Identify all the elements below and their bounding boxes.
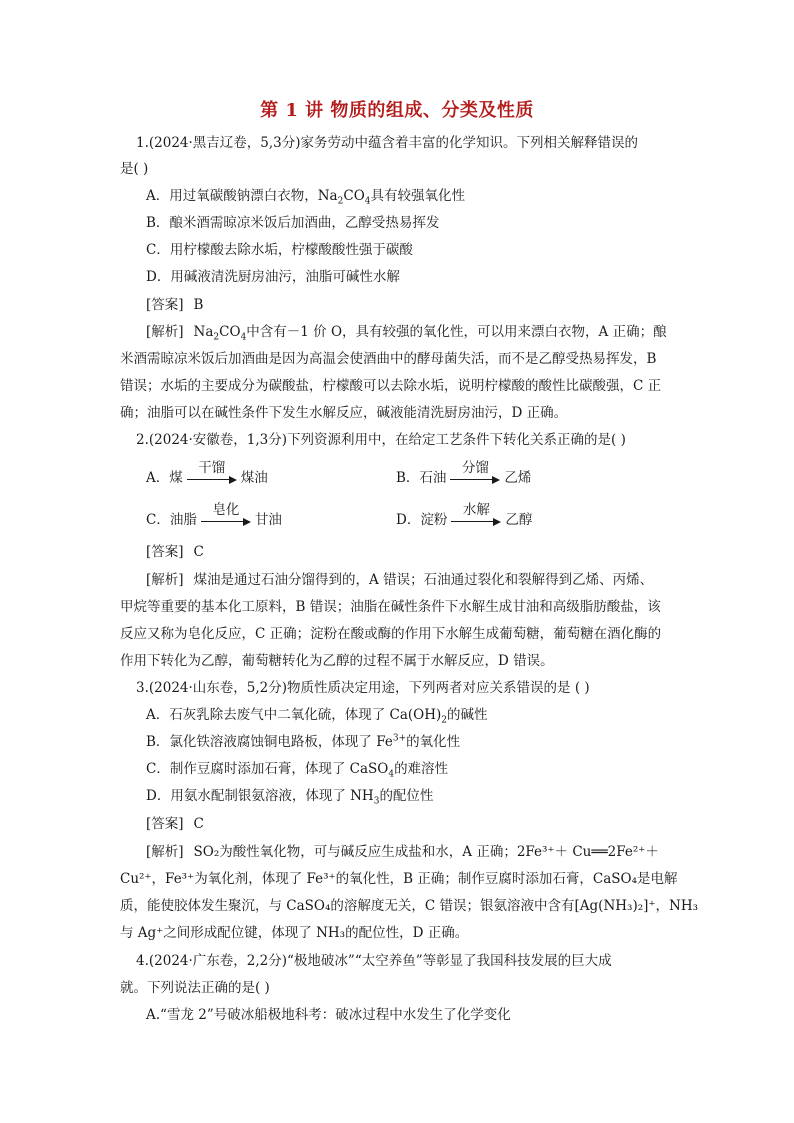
q1-stem-line1: 1.(2024·黑吉辽卷，5,3分)家务劳动中蕴含着丰富的化学知识。下列相关解释错误的 [136,135,639,151]
arrow-icon [493,518,501,526]
q2-analysis-line4: 作用下转化为乙醇，葡萄糖转化为乙醇的过程不属于水解反应，D 错误。 [120,653,554,669]
q1-analysis-line1: [解析] $Na_2CO_4$中含有－1 价 O，具有较强的氧化性，可以用来漂白衣物，A 正确；酿 [146,324,667,343]
q1-analysis-line3: 错误；水垢的主要成分为碳酸盐，柠檬酸可以去除水垢，说明柠檬酸的酸性比碳酸强，C 正 [120,378,662,394]
q2-option-d: D．淀粉 水解 乙醇 [396,508,532,528]
q3-option-c: C．制作豆腐时添加石膏，体现了 CaSO$_4$的难溶性 [146,761,449,780]
q2-option-c: C．油脂 皂化 甘油 [146,508,282,528]
q3-stem: 3.(2024·山东卷，5,2分)物质性质决定用途，下列两者对应关系错误的是 ( ) [136,680,590,696]
q2-analysis-line2: 甲烷等重要的基本化工原料，B 错误；油脂在碱性条件下水解生成甘油和高级脂肪酸盐，该 [120,599,661,615]
q2-answer: [答案] C [146,544,204,560]
q1-analysis-line4: 确；油脂可以在碱性条件下发生水解反应，碱液能清洗厨房油污，D 正确。 [120,405,568,421]
page-title: 第 1 讲 物质的组成、分类及性质 [260,100,534,121]
arrow-icon [229,476,237,484]
q2-stem: 2.(2024·安徽卷，1,3分)下列资源利用中，在给定工艺条件下转化关系正确的是( ) [136,432,626,448]
q1-answer: [答案] B [146,297,204,313]
q3-analysis-line1: [解析] SO₂为酸性氧化物，可与碱反应生成盐和水，A 正确；2Fe³⁺＋ Cu══2Fe²⁺＋ [146,844,659,860]
q4-stem-line2: 就。下列说法正确的是( ) [120,980,270,996]
q3-option-b: B．氯化铁溶液腐蚀铜电路板，体现了 $Fe^{3+}$的氧化性 [146,733,461,750]
q1-option-d: D．用碱液清洗厨房油污，油脂可碱性水解 [146,269,400,285]
q3-answer: [答案] C [146,816,204,832]
q4-option-a: A.“雪龙 2”号破冰船极地科考：破冰过程中水发生了化学变化 [146,1007,511,1023]
q3-option-a: A．石灰乳除去废气中二氧化硫，体现了 $Ca(OH)_2$的碱性 [146,707,488,726]
q2-analysis-line3: 反应又称为皂化反应，C 正确；淀粉在酸或酶的作用下水解生成葡萄糖，葡萄糖在酒化酶的 [120,626,662,642]
q1-stem-line2: 是( ) [120,161,149,177]
q1-analysis-line2: 米酒需晾凉米饭后加酒曲是因为高温会使酒曲中的酵母菌失活，而不是乙醇受热易挥发，B [120,351,657,367]
arrow-condition: 皂化 [212,502,240,518]
q1-option-c: C．用柠檬酸去除水垢，柠檬酸酸性强于碳酸 [146,242,413,258]
arrow-icon [243,518,251,526]
q3-analysis-line2: Cu²⁺，Fe³⁺为氧化剂，体现了 Fe³⁺的氧化性，B 正确；制作豆腐时添加石膏，CaSO₄是电解 [120,871,678,887]
q2-option-a: A．煤 干馏 煤油 [146,466,268,486]
arrow-condition: 干馏 [198,460,226,476]
q4-stem-line1: 4.(2024·广东卷，2,2分)“极地破冰”“太空养鱼”等彰显了我国科技发展的巨大成 [136,953,612,969]
q2-analysis-line1: [解析] 煤油是通过石油分馏得到的，A 错误；石油通过裂化和裂解得到乙烯、丙烯、 [146,572,654,588]
q3-analysis-line4: 与 Ag⁺之间形成配位键，体现了 NH₃的配位性，D 正确。 [120,925,469,941]
arrow-icon [492,476,500,484]
arrow-condition: 分馏 [461,460,489,476]
q2-option-b: B．石油 分馏 乙烯 [396,466,531,486]
q1-option-a: A．用过氧碳酸钠漂白衣物，$Na_2CO_4$具有较强氧化性 [146,188,465,207]
q1-option-b: B．酿米酒需晾凉米饭后加酒曲，乙醇受热易挥发 [146,215,440,231]
arrow-condition: 水解 [462,502,490,518]
q3-analysis-line3: 质，能使胶体发生聚沉，与 CaSO₄的溶解度无关，C 错误；银氨溶液中含有[Ag(NH₃)₂]⁺，NH₃ [120,898,699,914]
q3-option-d: D．用氨水配制银氨溶液，体现了 $NH_3$的配位性 [146,788,434,807]
